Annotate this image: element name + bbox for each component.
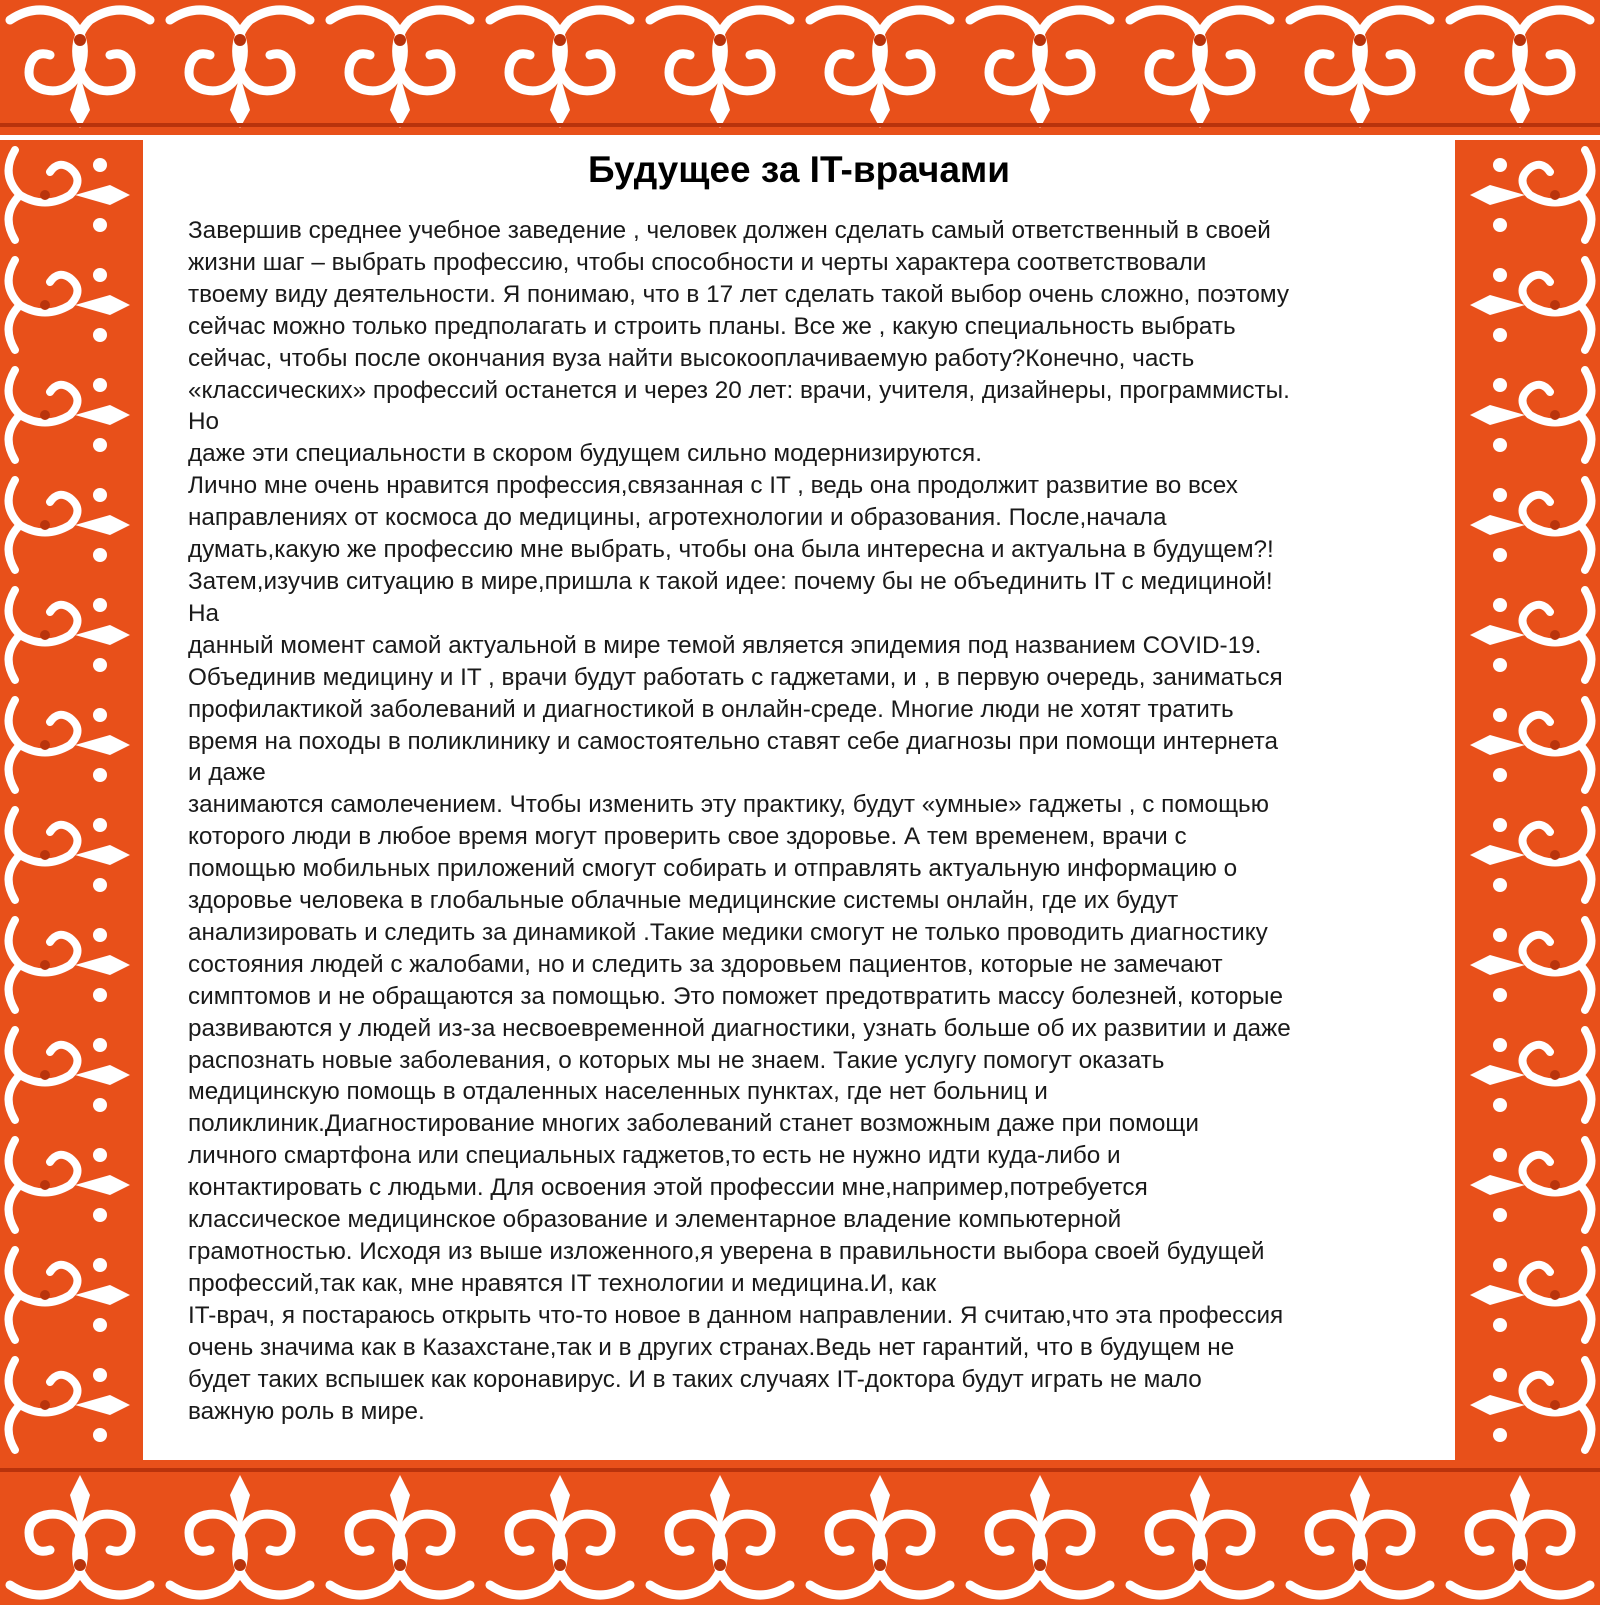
essay-line: здоровье человека в глобальные облачные медицинские системы онлайн, где их будут: [188, 887, 1179, 915]
essay-line: классическое медицинское образование и элементарное владение компьютерной: [188, 1206, 1122, 1234]
ornament-border-right: [1455, 140, 1600, 1460]
essay-line: поликлиник.Диагностирование многих заболеваний станет возможным даже при помощи: [188, 1110, 1199, 1138]
ornament-border-left: [0, 140, 143, 1460]
essay-line: направлениях от космоса до медицины, агротехнологии и образования. После,начала: [188, 504, 1167, 532]
essay-content: [143, 140, 1455, 1458]
essay-line: Но: [188, 408, 220, 436]
essay-line: даже эти специальности в скором будущем сильно модернизируются.: [188, 440, 982, 468]
essay-line: IT-врач, я постараюсь открыть что-то новое в данном направлении. Я считаю,что эта профессия: [188, 1301, 1284, 1329]
essay-line: контактировать с людьми. Для освоения этой профессии мне,например,потребуется: [188, 1174, 1148, 1202]
ornament-pattern-left: [0, 140, 143, 1460]
ornament-border-top: [0, 0, 1600, 135]
essay-line: распознать новые заболевания, о которых мы не знаем. Такие услугу помогут оказать: [188, 1046, 1165, 1074]
essay-line: состояния людей с жалобами, но и следить за здоровьем пациентов, которые не замечают: [188, 950, 1223, 978]
essay-line: помощью мобильных приложений смогут собирать и отправлять актуальную информацию о: [188, 855, 1238, 883]
essay-line: профилактикой заболеваний и диагностикой в онлайн-среде. Многие люди не хотят тратить: [188, 695, 1234, 723]
essay-line: думать,какую же профессию мне выбрать, чтобы она была интересна и актуальна в будущем?!: [188, 536, 1274, 564]
ornament-pattern-bottom: [0, 1460, 1600, 1605]
essay-line: которого люди в любое время могут проверить свое здоровье. А тем временем, врачи с: [188, 823, 1187, 851]
essay-body: [188, 215, 1458, 1427]
essay-line: данный момент самой актуальной в мире темой является эпидемия под названием COVID-19.: [188, 631, 1262, 659]
essay-line: очень значима как в Казахстане,так и в других странах.Ведь нет гарантий, что в будущем не: [188, 1333, 1235, 1361]
essay-line: медицинскую помощь в отдаленных населенных пунктах, где нет больниц и: [188, 1078, 1048, 1106]
essay-line: личного смартфона или специальных гаджетов,то есть не нужно идти куда-либо и: [188, 1142, 1121, 1170]
essay-line: грамотностью. Исходя из выше изложенного,я уверена в правильности выбора своей будущей: [188, 1238, 1265, 1265]
essay-line: «классических» профессий останется и через 20 лет: врачи, учителя, дизайнеры, программисты.: [188, 376, 1290, 404]
essay-line: твоему виду деятельности. Я понимаю, что в 17 лет сделать такой выбор очень сложно, поэтому: [188, 280, 1290, 308]
essay-line: анализировать и следить за динамикой .Такие медики смогут не только проводить диагностику: [188, 918, 1268, 946]
essay-line: жизни шаг – выбрать профессию, чтобы способности и черты характера соответствовали: [188, 248, 1207, 276]
essay-line: будет таких вспышек как коронавирус. И в таких случаях IT-доктора будут играть не мало: [188, 1365, 1202, 1393]
essay-line: На: [188, 599, 220, 627]
ornament-pattern-right: [1455, 140, 1600, 1460]
essay-line: важную роль в мире.: [188, 1397, 425, 1425]
essay-line: сейчас можно только предполагать и строить планы. Все же , какую специальность выбрать: [188, 312, 1236, 340]
essay-line: занимаются самолечением. Чтобы изменить эту практику, будут «умные» гаджеты , с помощью: [188, 791, 1269, 819]
essay-line: развиваются у людей из-за несвоевременной диагностики, узнать больше об их развитии и даже: [188, 1014, 1291, 1042]
essay-line: симптомов и не обращаются за помощью. Это поможет предотвратить массу болезней, которые: [188, 982, 1283, 1010]
essay-title: Будущее за IT-врачами: [587, 149, 1011, 190]
essay-line: и даже: [188, 759, 266, 787]
essay-line: время на походы в поликлинику и самостоятельно ставят себе диагнозы при помощи интернета: [188, 727, 1278, 755]
ornament-border-bottom: [0, 1460, 1600, 1605]
essay-line: сейчас, чтобы после окончания вуза найти высокооплачиваемую работу?Конечно, часть: [188, 344, 1195, 372]
essay-line: Объединив медицину и IT , врачи будут работать с гаджетами, и , в первую очередь, заниматься: [188, 663, 1283, 691]
ornament-pattern-top: [0, 0, 1600, 135]
essay-line: Лично мне очень нравится профессия,связанная с IT , ведь она продолжит развитие во всех: [188, 472, 1238, 500]
essay-line: профессий,так как, мне нравятся IT технологии и медицина.И, как: [188, 1269, 937, 1297]
essay-line: Затем,изучив ситуацию в мире,пришла к такой идее: почему бы не объединить IT с медициной!: [188, 567, 1273, 595]
essay-line: Завершив среднее учебное заведение , человек должен сделать самый ответственный в своей: [188, 217, 1271, 244]
